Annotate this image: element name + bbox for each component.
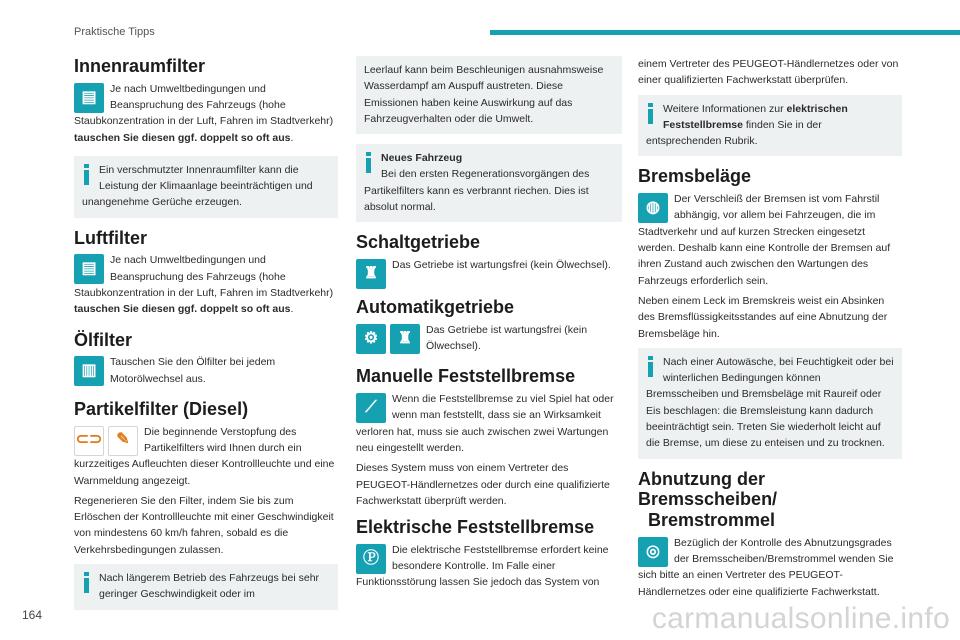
paragraph-luftfilter: ▤ Je nach Umweltbedingungen und Beanspruchung des Fahrzeugs (hohe Staubkonzentration in der Luft, Fahren im Stadtverkehr) tauschen Sie diesen ggf. doppelt so oft aus. xyxy=(74,254,334,316)
gear-lever-icon: ♜ xyxy=(356,259,386,289)
heading-elektrische-feststellbremse: Elektrische Feststellbremse xyxy=(356,517,595,538)
note-neues-fahrzeug: Neues Fahrzeug Bei den ersten Regenerationsvorgängen des Partikelfilters kann es verbrannt riechen. Dies ist absolut normal. xyxy=(356,144,622,222)
heading-luftfilter: Luftfilter xyxy=(74,227,147,248)
particle-filter-warning-icon: ⊂⊃ xyxy=(74,426,104,456)
column-1 xyxy=(74,50,338,620)
heading-abnutzung-bremsscheiben: Abnutzung der Bremsscheiben/ Bremstrommel xyxy=(638,468,778,530)
watermark: carmanualsonline.info xyxy=(651,602,950,635)
paragraph-automatikgetriebe: ⚙ ♜ Das Getriebe ist wartungsfrei (kein Ölwechsel). xyxy=(356,322,622,355)
air-filter-icon: ▤ xyxy=(74,83,104,113)
running-header: Praktische Tipps xyxy=(74,26,155,38)
info-icon xyxy=(364,152,373,174)
air-filter-icon: ▤ xyxy=(74,254,104,284)
gear-lever-icon: ♜ xyxy=(390,324,420,354)
note-innenraumfilter: Ein verschmutzter Innenraumfilter kann die Leistung der Klimaanlage beeinträchtigen und unangenehme Gerüche erzeugen. xyxy=(74,156,338,218)
column-3 xyxy=(638,50,902,604)
info-icon xyxy=(82,572,91,594)
info-icon xyxy=(82,164,91,186)
paragraph-manuelle-feststellbremse-2: Dieses System muss von einem Vertreter des PEUGEOT-Händlernetzes oder durch eine qualifizierte Fachwerkstatt überprüft werden. xyxy=(356,462,610,507)
heading-schaltgetriebe: Schaltgetriebe xyxy=(356,232,481,253)
paragraph-elektrische-feststellbremse-cont: einem Vertreter des PEUGEOT-Händlernetzes oder von einer qualifizierten Fachwerkstatt überprüfen. xyxy=(638,58,899,87)
paragraph-manuelle-feststellbremse-1: ⟋ Wenn die Feststellbremse zu viel Spiel hat oder wenn man feststellt, dass sie an Wirksamkeit verloren hat, muss sie auch zwischen zwei Wartungen neu eingestellt werden. xyxy=(356,393,614,454)
heading-partikelfilter: Partikelfilter (Diesel) xyxy=(74,398,249,419)
paragraph-partikelfilter-2: Regenerieren Sie den Filter, indem Sie bis zum Erlöschen der Kontrollleuchte mit einer Geschwindigkeit von mindestens 60 km/h fahren, sobald es die Verkehrsbedingungen zulassen. xyxy=(74,494,334,556)
automatic-gearbox-icon: ⚙ xyxy=(356,324,386,354)
note-partikelfilter: Nach längerem Betrieb des Fahrzeugs bei sehr geringer Geschwindigkeit oder im xyxy=(74,564,338,610)
note-bremsbelaege: Nach einer Autowäsche, bei Feuchtigkeit oder bei winterlichen Bedingungen können Bremsscheiben und Bremsbeläge mit Raureif oder Eis beschlagen: die Bremsleistung kann dadurch beeinträchtigt sein. Treten Sie wiederholt leicht auf die Bremse, um diese zu enteisen und zu trocknen. xyxy=(638,348,902,459)
paragraph-bremsbelaege-1: ◍ Der Verschleiß der Bremsen ist vom Fahrstil abhängig, vor allem bei Fahrzeugen, die im Stadtverkehr und auf kurzen Strecken eingesetzt werden. Deshalb kann eine Kontrolle der Bremsen auf ihren Zustand auch zwischen den Wartungen des Fahrzeugs erforderlich sein. xyxy=(638,193,891,287)
wrench-icon: ✎ xyxy=(108,426,138,456)
paragraph-innenraumfilter: ▤ Je nach Umweltbedingungen und Beanspruchung des Fahrzeugs (hohe Staubkonzentration in der Luft, Fahren im Stadtverkehr) tauschen Sie diesen ggf. doppelt so oft aus. xyxy=(74,82,334,144)
electric-parking-brake-icon: Ⓟ xyxy=(356,544,386,574)
info-icon xyxy=(646,356,655,378)
paragraph-elektrische-feststellbremse: Ⓟ Die elektrische Feststellbremse erfordert keine besondere Kontrolle. Im Falle einer Funktionsstörung lassen Sie jedoch das System von xyxy=(356,543,609,589)
heading-automatikgetriebe: Automatikgetriebe xyxy=(356,297,515,318)
paragraph-abnutzung-bremsscheiben: ◎ Bezüglich der Kontrolle des Abnutzungsgrades der Bremsscheiben/Bremstrommel wenden Sie sich bitte an einen Vertreter des PEUGEOT-Händlernetzes oder eine qualifizierte Fachwerkstatt. xyxy=(638,536,894,598)
paragraph-oelfilter: ▥ Tauschen Sie den Ölfilter bei jedem Motorölwechsel aus. xyxy=(74,354,338,387)
note-partikelfilter-cont: Leerlauf kann beim Beschleunigen ausnahmsweise Wasserdampf am Auspuff austreten. Diese Emissionen haben keine Auswirkung auf das Fahrzeugverhalten oder die Umwelt. xyxy=(356,56,622,134)
heading-oelfilter: Ölfilter xyxy=(74,329,133,350)
handbrake-icon: ⟋ xyxy=(356,393,386,423)
paragraph-bremsbelaege-2: Neben einem Leck im Bremskreis weist ein Absinken des Bremsflüssigkeitsstandes auf eine Abnutzung der Bremsbeläge hin. xyxy=(638,294,888,340)
heading-innenraumfilter: Innenraumfilter xyxy=(74,56,206,76)
info-icon xyxy=(646,103,655,125)
note-elektrische-feststellbremse: Weitere Informationen zur elektrischen Feststellbremse finden Sie in der entsprechenden Rubrik. xyxy=(638,95,902,157)
paragraph-schaltgetriebe: ♜ Das Getriebe ist wartungsfrei (kein Ölwechsel). xyxy=(356,257,622,273)
brake-disc-icon: ◎ xyxy=(638,537,668,567)
page-number: 164 xyxy=(22,608,43,622)
heading-manuelle-feststellbremse: Manuelle Feststellbremse xyxy=(356,366,576,387)
paragraph-partikelfilter-1: ⊂⊃ ✎ Die beginnende Verstopfung des Partikelfilters wird Ihnen durch ein kurzzeitiges Aufleuchten dieser Kontrollleuchte und eine Warnmeldung angezeigt. xyxy=(74,425,335,487)
column-2 xyxy=(356,50,622,595)
accent-bar xyxy=(490,30,960,35)
oil-filter-icon: ▥ xyxy=(74,356,104,386)
brake-pads-icon: ◍ xyxy=(638,193,668,223)
heading-bremsbelaege: Bremsbeläge xyxy=(638,166,752,187)
